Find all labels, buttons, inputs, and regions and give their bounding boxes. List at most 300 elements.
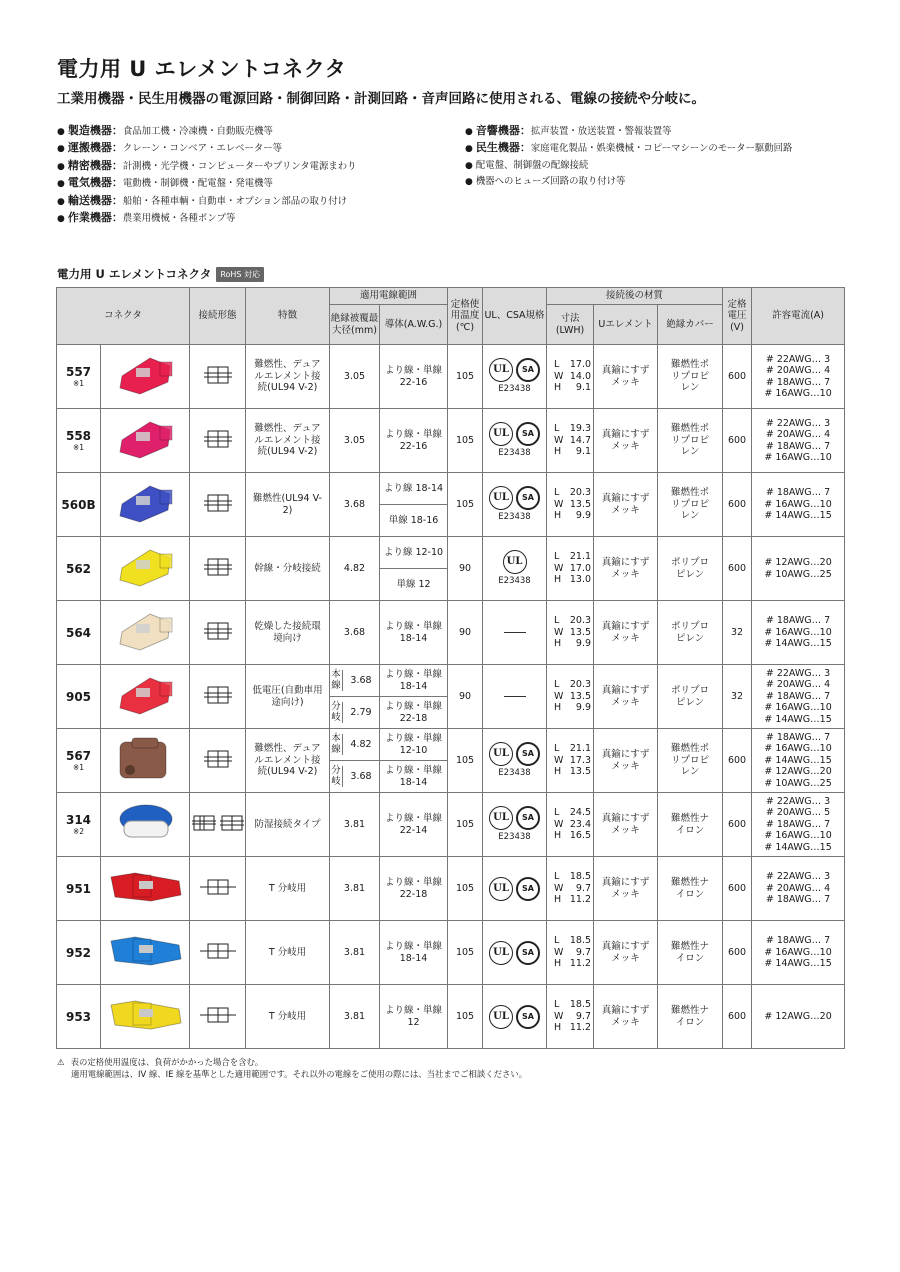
use-item <box>57 140 457 157</box>
cert-number: E23438 <box>498 447 531 458</box>
feature-cell: 難燃性、デュアルエレメント接続(UL94 V-2) <box>246 409 330 473</box>
insulation-value: 2.79 <box>350 706 372 718</box>
connector-image <box>105 867 185 907</box>
use-item <box>465 123 865 140</box>
cover-cell: ポリプロピレン <box>658 537 723 601</box>
current-rating: # 16AWG…10 <box>764 946 832 958</box>
insulation-value: 4.82 <box>350 738 372 750</box>
insulation-cell: 3.05 <box>330 409 380 473</box>
current-rating: # 16AWG…10 <box>764 452 832 463</box>
note-mark: ※1 <box>72 379 85 388</box>
feature-cell: T 分岐用 <box>246 985 330 1049</box>
use-label: 電気機器： <box>67 176 123 190</box>
bullet-icon: ● <box>57 161 65 172</box>
connector-number-cell <box>57 345 101 409</box>
temp-cell: 105 <box>448 793 483 857</box>
ul-logo-icon: UL <box>489 486 513 510</box>
bullet-icon: ● <box>465 177 473 188</box>
use-item <box>57 210 457 227</box>
element-cell: 真鍮にすずメッキ <box>594 665 658 729</box>
header-volt: 定格電圧(V) <box>723 288 752 345</box>
note-mark: ※1 <box>72 763 85 772</box>
use-label: 製造機器： <box>67 124 123 137</box>
use-label: 民生機器： <box>475 141 531 155</box>
header-cond: 導体(A.W.G.) <box>380 305 448 345</box>
use-label: 輸送機器： <box>67 193 123 207</box>
voltage-cell: 32 <box>723 665 752 729</box>
uses-list-left <box>57 123 457 227</box>
connector-number-cell <box>57 729 101 793</box>
cert-cell <box>483 729 547 793</box>
insulation-cell: 3.81 <box>330 921 380 985</box>
connection-form-icon <box>204 684 232 706</box>
connection-form-cell <box>190 857 246 921</box>
connector-image <box>105 931 185 971</box>
csa-logo-icon: SA <box>516 422 540 446</box>
csa-logo-icon: SA <box>516 877 540 901</box>
cert-cell <box>483 473 547 537</box>
insulation-cell: 3.05 <box>330 345 380 409</box>
use-label: 作業機器： <box>67 211 123 225</box>
dimensions-cell <box>547 601 594 665</box>
current-rating: # 16AWG…10 <box>764 626 832 638</box>
page-title: 電力用 U エレメントコネクタ <box>57 57 347 81</box>
element-cell: 真鍮にすずメッキ <box>594 793 658 857</box>
header-material: 接続後の材質 <box>547 288 723 305</box>
conductor-cell: より線・単線 22-14 <box>380 793 448 857</box>
current-cell <box>752 601 845 665</box>
voltage-cell: 600 <box>723 345 752 409</box>
connector-image <box>110 544 180 590</box>
use-item <box>57 158 457 175</box>
connector-image <box>110 352 180 398</box>
current-cell <box>752 857 845 921</box>
ul-logo-icon: UL <box>489 742 513 766</box>
insulation-cell: 3.81 <box>330 793 380 857</box>
dimensions: L 18.5 W 9.7 H 11.2 <box>554 935 592 970</box>
conductor-cell: より線・単線 18-14 <box>380 761 448 793</box>
cert-cell <box>483 793 547 857</box>
insulation-value: 3.68 <box>350 674 372 686</box>
dimensions-cell <box>547 985 594 1049</box>
dimensions-cell <box>547 537 594 601</box>
bullet-icon: ● <box>57 196 65 207</box>
cert-cell <box>483 857 547 921</box>
use-text: 配電盤、制御盤の配線接続 <box>475 159 589 171</box>
cert-cell <box>483 665 547 729</box>
cover-cell: 難燃性ポリプロピレン <box>658 409 723 473</box>
cert-number: E23438 <box>498 511 531 522</box>
uses-list-right <box>465 123 865 191</box>
current-rating: # 18AWG… 7 <box>765 440 831 452</box>
use-item <box>57 123 457 140</box>
current-rating: # 20AWG… 4 <box>765 429 831 440</box>
dimensions: L 20.3 W 13.5 H 9.9 <box>554 679 592 714</box>
element-cell: 真鍮にすずメッキ <box>594 537 658 601</box>
feature-cell: 難燃性(UL94 V-2) <box>246 473 330 537</box>
element-cell: 真鍮にすずメッキ <box>594 473 658 537</box>
connector-number-cell <box>57 921 101 985</box>
page-subtitle: 工業用機器・民生用機器の電源回路・制御回路・計測回路・音声回路に使用される、電線の接続や分岐に。 <box>57 91 705 107</box>
insulation-cell <box>330 665 380 697</box>
current-cell <box>752 665 845 729</box>
element-cell: 真鍮にすずメッキ <box>594 985 658 1049</box>
connection-form-cell <box>190 665 246 729</box>
rohs-badge: RoHS 対応 <box>216 267 264 282</box>
cover-cell: 難燃性ナイロン <box>658 857 723 921</box>
connection-form-cell <box>190 985 246 1049</box>
connector-image <box>110 736 180 782</box>
connector-number-cell <box>57 409 101 473</box>
cert-number: E23438 <box>498 767 531 778</box>
table-row <box>57 857 845 921</box>
dimensions-cell <box>547 729 594 793</box>
current-rating: # 18AWG… 7 <box>765 487 831 499</box>
use-text: クレーン・コンベア・エレベーター等 <box>122 143 283 155</box>
header-feature: 特徴 <box>246 288 330 345</box>
voltage-cell: 600 <box>723 409 752 473</box>
dimensions: L 21.1 W 17.0 H 13.0 <box>554 551 592 586</box>
table-heading-text: 電力用 U エレメントコネクタ <box>57 267 212 281</box>
conductor-cell: より線・単線 18-14 <box>380 601 448 665</box>
element-cell: 真鍮にすずメッキ <box>594 345 658 409</box>
current-rating: # 14AWG…15 <box>764 958 832 970</box>
ul-logo-icon: UL <box>489 422 513 446</box>
connection-form-cell <box>190 921 246 985</box>
connector-image <box>110 480 180 526</box>
cover-cell: 難燃性ナイロン <box>658 985 723 1049</box>
insulation-cell: 3.68 <box>330 601 380 665</box>
connection-form-icon <box>204 492 232 514</box>
dimensions: L 20.3 W 13.5 H 9.9 <box>554 487 592 522</box>
insulation-cell: 4.82 <box>330 537 380 601</box>
footnote-1: 表の定格使用温度は、負荷がかかった場合を含む。 <box>70 1057 264 1067</box>
current-rating: # 18AWG… 7 <box>765 818 831 830</box>
connection-form-cell <box>190 601 246 665</box>
current-rating: # 14AWG…15 <box>764 510 832 522</box>
connector-image <box>110 608 180 654</box>
table-row <box>57 537 845 569</box>
cert-cell <box>483 921 547 985</box>
spec-table <box>56 287 845 1049</box>
element-cell: 真鍮にすずメッキ <box>594 409 658 473</box>
dimensions-cell <box>547 921 594 985</box>
current-rating: # 14AWG…15 <box>764 638 832 650</box>
insulation-value: 3.68 <box>350 770 372 782</box>
current-rating: # 22AWG… 3 <box>765 795 831 807</box>
use-item <box>57 175 457 192</box>
ul-logo-icon: UL <box>489 806 513 830</box>
cover-cell: ポリプロピレン <box>658 601 723 665</box>
header-current: 許容電流(A) <box>752 288 845 345</box>
header-form: 接続形態 <box>190 288 246 345</box>
table-row <box>57 601 845 665</box>
connection-form-icon <box>192 813 244 833</box>
conductor-cell: より線・単線 22-16 <box>380 345 448 409</box>
cert-cell <box>483 601 547 665</box>
feature-cell: 防湿接続タイプ <box>246 793 330 857</box>
connector-number: 567 <box>65 749 92 763</box>
connector-number: 564 <box>65 625 92 640</box>
connection-form-icon <box>198 877 238 897</box>
table-row <box>57 473 845 505</box>
current-rating: # 10AWG…25 <box>764 777 832 789</box>
connector-image-cell <box>101 729 190 793</box>
connector-number: 557 <box>65 365 92 379</box>
connector-image <box>105 995 185 1035</box>
current-cell <box>752 921 845 985</box>
feature-cell: T 分岐用 <box>246 857 330 921</box>
conductor-cell: より線・単線 12-10 <box>380 729 448 761</box>
connector-image-cell <box>101 985 190 1049</box>
insulation-cell <box>330 697 380 729</box>
use-text: 計測機・光学機・コンピューターやプリンタ電源まわり <box>122 160 357 172</box>
insulation-cell: 3.68 <box>330 473 380 537</box>
connection-form-icon <box>204 428 232 450</box>
current-rating: # 22AWG… 3 <box>765 667 831 679</box>
insulation-cell <box>330 761 380 793</box>
header-range: 適用電線範囲 <box>330 288 448 305</box>
current-rating: # 12AWG…20 <box>764 1010 832 1022</box>
footnote-2: 適用電線範囲は、IV 線、IE 線を基準とした適用範囲です。それ以外の電線をご使用の際には、当社までご相談ください。 <box>71 1069 528 1079</box>
connector-image-cell <box>101 345 190 409</box>
conductor-cell: より線・単線 18-14 <box>380 665 448 697</box>
table-row <box>57 985 845 1049</box>
connector-image-cell <box>101 793 190 857</box>
insulation-cell <box>330 729 380 761</box>
connector-image-cell <box>101 665 190 729</box>
connector-number: 951 <box>65 881 92 896</box>
bullet-icon: ● <box>57 144 65 155</box>
temp-cell: 105 <box>448 345 483 409</box>
ul-logo-icon: UL <box>489 877 513 901</box>
connector-number-cell <box>57 665 101 729</box>
temp-cell: 90 <box>448 601 483 665</box>
connection-form-icon <box>204 556 232 578</box>
connection-form-icon <box>198 941 238 961</box>
connection-form-cell <box>190 473 246 537</box>
cert-cell <box>483 985 547 1049</box>
csa-logo-icon: SA <box>516 486 540 510</box>
current-rating: # 22AWG… 3 <box>765 353 831 365</box>
no-cert-dash <box>504 632 526 633</box>
temp-cell: 105 <box>448 409 483 473</box>
conductor-cell: 単線 12 <box>380 569 448 601</box>
use-text: 拡声装置・放送装置・警報装置等 <box>530 126 672 137</box>
feature-cell: 低電圧(自動車用途向け) <box>246 665 330 729</box>
table-row <box>57 345 845 409</box>
cover-cell: 難燃性ポリプロピレン <box>658 345 723 409</box>
csa-logo-icon: SA <box>516 358 540 382</box>
connector-number-cell <box>57 537 101 601</box>
temp-cell: 105 <box>448 729 483 793</box>
conductor-cell: より線 18-14 <box>380 473 448 505</box>
current-rating: # 14AWG…15 <box>764 841 832 853</box>
connector-number-cell <box>57 473 101 537</box>
footnotes <box>57 1056 527 1080</box>
temp-cell: 105 <box>448 921 483 985</box>
connector-number: 952 <box>65 945 92 960</box>
table-heading <box>57 266 264 282</box>
voltage-cell: 600 <box>723 857 752 921</box>
element-cell: 真鍮にすずメッキ <box>594 601 658 665</box>
current-rating: # 12AWG…20 <box>764 557 832 568</box>
conductor-cell: 単線 18-16 <box>380 505 448 537</box>
use-label: 精密機器： <box>67 158 123 172</box>
dimensions: L 20.3 W 13.5 H 9.9 <box>554 615 592 650</box>
connector-number-cell <box>57 857 101 921</box>
connection-form-icon <box>204 364 232 386</box>
use-label: 音響機器： <box>475 124 531 137</box>
use-text: 船舶・各種車輌・自動車・オプション部品の取り付け <box>122 195 348 207</box>
voltage-cell: 600 <box>723 473 752 537</box>
connector-number: 562 <box>65 561 92 576</box>
warning-icon: ⚠ <box>57 1057 65 1067</box>
note-mark: ※2 <box>72 827 85 836</box>
connection-form-cell <box>190 409 246 473</box>
voltage-cell: 600 <box>723 537 752 601</box>
table-row <box>57 665 845 697</box>
connector-number: 560B <box>61 497 96 512</box>
conductor-cell: より線・単線 22-16 <box>380 409 448 473</box>
dimensions-cell <box>547 665 594 729</box>
cover-cell: 難燃性ナイロン <box>658 793 723 857</box>
current-rating: # 18AWG… 7 <box>765 615 831 627</box>
connector-image-cell <box>101 601 190 665</box>
feature-cell: T 分岐用 <box>246 921 330 985</box>
current-rating: # 20AWG… 4 <box>765 365 831 376</box>
csa-logo-icon: SA <box>516 806 540 830</box>
ul-logo-icon: UL <box>503 550 527 574</box>
table-row <box>57 409 845 473</box>
csa-logo-icon: SA <box>516 941 540 965</box>
cover-cell: 難燃性ポリプロピレン <box>658 473 723 537</box>
use-label: 運搬機器： <box>67 141 123 155</box>
current-cell <box>752 345 845 409</box>
element-cell: 真鍮にすずメッキ <box>594 857 658 921</box>
voltage-cell: 600 <box>723 729 752 793</box>
current-cell <box>752 473 845 537</box>
bullet-icon: ● <box>465 160 473 171</box>
feature-cell: 乾燥した接続環境向け <box>246 601 330 665</box>
current-cell <box>752 793 845 857</box>
cert-cell <box>483 345 547 409</box>
conductor-cell: より線・単線 12 <box>380 985 448 1049</box>
current-rating: # 14AWG…15 <box>764 754 832 766</box>
connector-number: 953 <box>65 1009 92 1024</box>
bullet-icon: ● <box>465 144 473 155</box>
connector-number: 314 <box>65 813 92 827</box>
conductor-cell: より線 12-10 <box>380 537 448 569</box>
feature-cell: 幹線・分岐接続 <box>246 537 330 601</box>
header-insul: 絶縁被覆最大径(mm) <box>330 305 380 345</box>
current-cell <box>752 985 845 1049</box>
connection-form-cell <box>190 345 246 409</box>
element-cell: 真鍮にすずメッキ <box>594 729 658 793</box>
conductor-cell: より線・単線 22-18 <box>380 857 448 921</box>
dimensions-cell <box>547 473 594 537</box>
cert-number: E23438 <box>498 383 531 394</box>
dimensions-cell <box>547 409 594 473</box>
current-cell <box>752 729 845 793</box>
temp-cell: 105 <box>448 857 483 921</box>
line-type-label: 本線 <box>330 670 343 691</box>
line-type-label: 分岐 <box>330 702 343 723</box>
element-cell: 真鍮にすずメッキ <box>594 921 658 985</box>
current-rating: # 20AWG… 4 <box>765 882 831 894</box>
voltage-cell: 600 <box>723 985 752 1049</box>
header-cert: UL、CSA規格 <box>483 288 547 345</box>
current-rating: # 10AWG…25 <box>764 568 832 580</box>
connector-image-cell <box>101 921 190 985</box>
connection-form-icon <box>204 748 232 770</box>
bullet-icon: ● <box>57 214 65 225</box>
connection-form-cell <box>190 729 246 793</box>
bullet-icon: ● <box>57 179 65 190</box>
current-rating: # 16AWG…10 <box>764 830 832 842</box>
line-type-label: 本線 <box>330 734 343 755</box>
header-dim: 寸法(LWH) <box>547 305 594 345</box>
line-type-label: 分岐 <box>330 766 343 787</box>
feature-cell: 難燃性、デュアルエレメント接続(UL94 V-2) <box>246 345 330 409</box>
table-row <box>57 793 845 857</box>
connector-number: 905 <box>65 689 92 704</box>
use-item <box>57 193 457 210</box>
connector-image <box>110 416 180 462</box>
temp-cell: 105 <box>448 473 483 537</box>
connector-number: 558 <box>65 429 92 443</box>
connector-image <box>110 672 180 718</box>
current-cell <box>752 409 845 473</box>
connection-form-icon <box>198 1005 238 1025</box>
dimensions: L 24.5 W 23.4 H 16.5 <box>554 807 592 842</box>
current-rating: # 20AWG… 4 <box>765 679 831 691</box>
use-item <box>465 174 865 190</box>
use-text: 家庭電化製品・娯楽機械・コピーマシーンのモーター駆動回路 <box>530 143 793 155</box>
current-rating: # 16AWG…10 <box>764 388 832 399</box>
table-row <box>57 921 845 985</box>
insulation-cell: 3.81 <box>330 857 380 921</box>
voltage-cell: 600 <box>723 793 752 857</box>
conductor-cell: より線・単線 18-14 <box>380 921 448 985</box>
current-rating: # 22AWG… 3 <box>765 871 831 883</box>
bullet-icon: ● <box>465 127 473 137</box>
header-element: Uエレメント <box>594 305 658 345</box>
dimensions: L 19.3 W 14.7 H 9.1 <box>554 423 592 458</box>
conductor-cell: より線・単線 22-18 <box>380 697 448 729</box>
bullet-icon: ● <box>57 127 65 137</box>
current-cell <box>752 537 845 601</box>
connector-number-cell <box>57 985 101 1049</box>
note-mark: ※1 <box>72 443 85 452</box>
use-item <box>465 140 865 157</box>
current-rating: # 18AWG… 7 <box>765 690 831 702</box>
dimensions-cell <box>547 345 594 409</box>
ul-logo-icon: UL <box>489 358 513 382</box>
ul-logo-icon: UL <box>489 1005 513 1029</box>
current-rating: # 12AWG…20 <box>764 766 832 778</box>
cert-cell <box>483 537 547 601</box>
temp-cell: 90 <box>448 665 483 729</box>
current-rating: # 20AWG… 5 <box>765 807 831 819</box>
current-rating: # 16AWG…10 <box>764 498 832 510</box>
dimensions: L 21.1 W 17.3 H 13.5 <box>554 743 592 778</box>
current-rating: # 18AWG… 7 <box>765 894 831 906</box>
connector-image <box>110 801 180 845</box>
header-cover: 絶縁カバー <box>658 305 723 345</box>
dimensions: L 17.0 W 14.0 H 9.1 <box>554 359 592 394</box>
csa-logo-icon: SA <box>516 742 540 766</box>
